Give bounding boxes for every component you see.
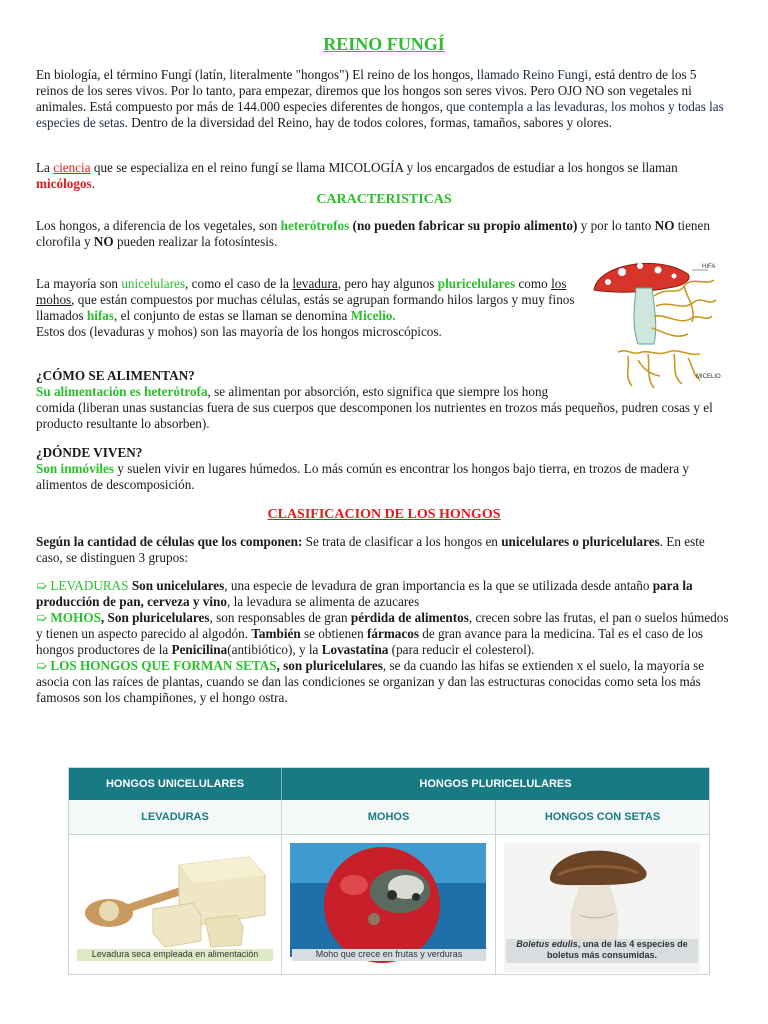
alimentan-line1: Su alimentación es heterótrofa, se alimentan por absorción, esto significa que siempre los hong — [36, 384, 549, 399]
levaduras-image-cell — [69, 835, 281, 975]
alimentan-heading: ¿CÓMO SE ALIMENTAN? — [36, 368, 195, 383]
setas-image-cell — [496, 835, 709, 975]
caracteristicas-p1: Los hongos, a diferencia de los vegetales, son heterótrofos (no pueden fabricar su propio alimento) y por lo tanto NO tienen clorofila y NO pueden realizar la fotosíntesis. — [36, 218, 710, 249]
caracteristicas-heading: CARACTERISTICAS — [316, 192, 452, 207]
viven-paragraph: Son inmóviles y suelen vivir en lugares húmedos. Lo más común es encontrar los hongos bajo tierra, en trozos de madera y alimentos de descomposición. — [36, 461, 690, 492]
mohos-image-cell — [282, 835, 495, 975]
caracteristicas-p2: La mayoría son unicelulares, como el caso de la levadura, pero hay algunos pluricelulares como los mohos, que están compuestos por muchas células, estás se agrupan formando hilos largos y muy finos llamados hifas, el conjunto de estas se llaman se denomina Micelio. Estos dos (levaduras y mohos) son las mayoría de los hongos microscópicos. — [36, 276, 575, 339]
setas-paragraph: ➯ LOS HONGOS QUE FORMAN SETAS, son pluricelulares, se da cuando las hifas se extienden x el suelo, la mayoría se asocia con las raíces de plantas, cuando se dan las condiciones se organizan y dan las estructuras conocidas como seta los más famosos son los champiñones, y el hongo ostra. — [36, 658, 705, 705]
caption-setas: Boletus edulis, una de las 4 especies de boletus más consumidas. — [506, 939, 698, 963]
table-header — [69, 768, 709, 800]
subheader-setas: HONGOS CON SETAS — [496, 800, 709, 835]
viven-heading: ¿DÓNDE VIVEN? — [36, 445, 143, 460]
intro-paragraph: En biología, el término Fungí (latín, literalmente "hongos") El reino de los hongos, llamado Reino Fungi, está dentro de los 5 reinos de los seres vivos. Por lo tanto, para empezar, diremos que los hongos son seres vivos. Pero OJO NO son vegetales ni animales. Está compuesto por más de 144.000 especies diferentes de hongos, que contempla a las levaduras, los mohos y todas las especies de setas. Dentro de la diversidad del Reino, hay de todos colores, formas, tamaños, sabores y olores. — [36, 67, 724, 130]
ciencia-link[interactable]: ciencia — [53, 160, 91, 175]
caption-mohos: Moho que crece en frutas y verduras — [292, 949, 486, 961]
caption-levaduras: Levadura seca empleada en alimentación — [77, 949, 273, 961]
micelio-label: MICELIO — [696, 374, 721, 380]
arrow-icon: ➯ — [36, 578, 48, 593]
header-pluricelulares: HONGOS PLURICELULARES — [419, 778, 572, 790]
mohos-paragraph: ➯ MOHOS, Son pluricelulares, son responsables de gran pérdida de alimentos, crecen sobre las frutas, el pan o suelos húmedos y tienen un aspecto parecido al algodón. También se obtienen fármacos de gran avance para la medicina. Tal es el caso de los hongos productores de la Penicilina(antibiótico), y la Lovastatina (para reducir el colesterol). — [36, 610, 729, 657]
subheader-levaduras: LEVADURAS — [69, 800, 281, 835]
levaduras-paragraph: ➯ LEVADURAS Son unicelulares, una especie de levadura de gran importancia es la que se utilizada desde antaño para la producción de pan, cerveza y vino, la levadura se alimenta de azucares — [36, 578, 693, 609]
arrow-icon: ➯ — [36, 610, 48, 625]
clasificacion-heading: CLASIFICACION DE LOS HONGOS — [267, 507, 501, 522]
fungi-classification-table — [68, 767, 710, 975]
alimentan-line2: comida (liberan unas sustancias fuera de sus cuerpos que descomponen los nutrientes en trozos más pequeños, pudren cosas y el producto resultante lo absorben). — [36, 400, 713, 431]
page-title: REINO FUNGÍ — [323, 34, 445, 54]
hifa-label: HIFA — [702, 264, 716, 270]
micologia-paragraph: La ciencia que se especializa en el reino fungí se llama MICOLOGÍA y los encargados de estudiar a los hongos se llaman micólogos. — [36, 160, 678, 191]
clasificacion-intro: Según la cantidad de células que los componen: Se trata de clasificar a los hongos en unicelulares o pluricelulares. En este caso, se distinguen 3 grupos: — [36, 534, 705, 565]
arrow-icon: ➯ — [36, 658, 48, 673]
subheader-mohos: MOHOS — [282, 800, 495, 835]
header-unicelulares: HONGOS UNICELULARES — [69, 768, 282, 800]
